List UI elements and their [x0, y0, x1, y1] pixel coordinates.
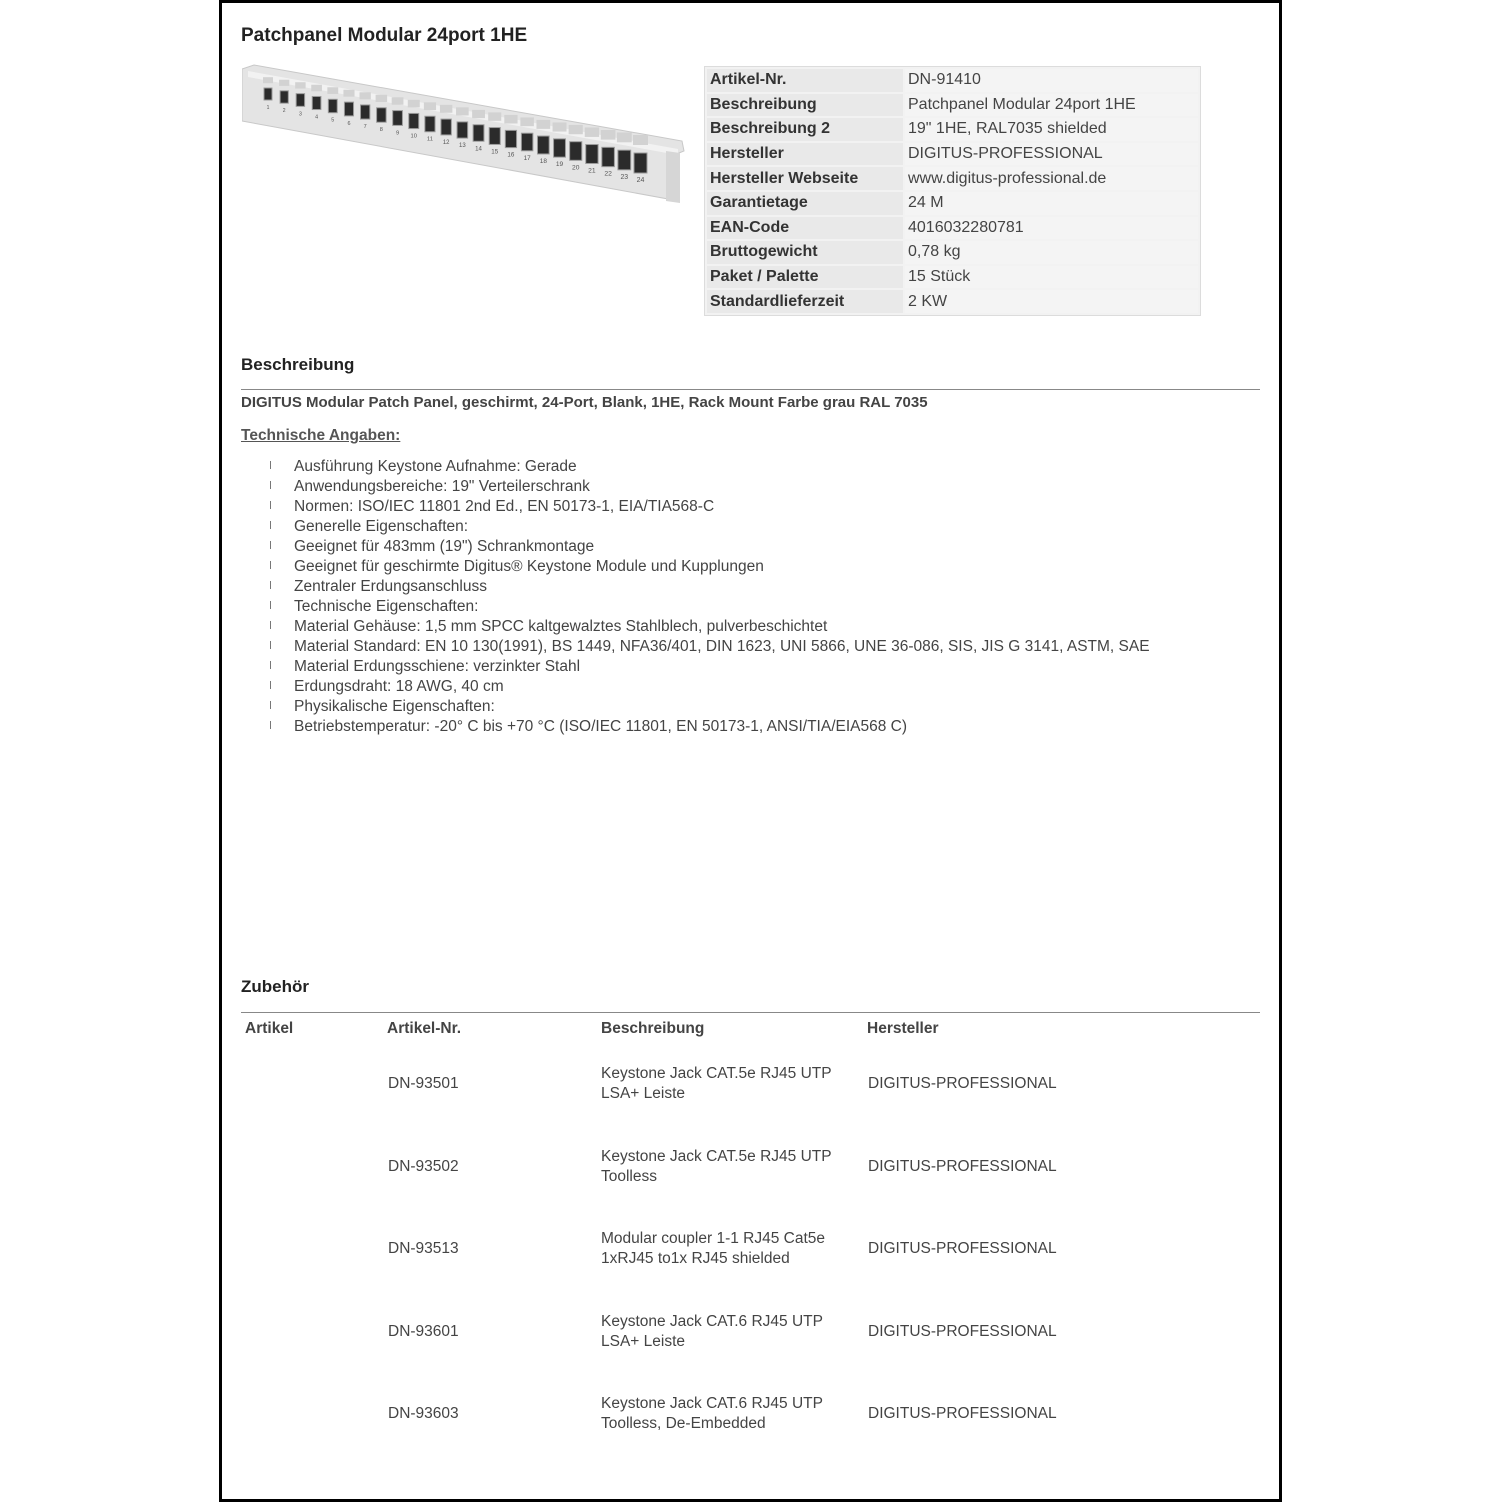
spec-value: DIGITUS-PROFESSIONAL — [905, 143, 1198, 166]
panel-port — [586, 145, 598, 164]
spec-value: 19" 1HE, RAL7035 shielded — [905, 118, 1198, 141]
panel-port-label: 23 — [620, 173, 629, 181]
technical-list-text: Material Standard: EN 10 130(1991), BS 1449, NFA36/401, DIN 1623, UNI 5866, UNE 36-086, SIS, JIS G 3141, ASTM, SAE — [294, 638, 1150, 655]
panel-port-window — [504, 115, 517, 124]
bullet-icon — [270, 641, 271, 649]
spec-value: www.digitus-professional.de — [905, 167, 1198, 190]
panel-port-label: 18 — [539, 157, 547, 165]
technical-list-item — [270, 557, 1150, 577]
accessories-heading: Zubehör — [241, 977, 309, 996]
spec-value: Patchpanel Modular 24port 1HE — [905, 94, 1198, 117]
panel-port-window — [553, 122, 567, 131]
bullet-icon — [270, 621, 271, 629]
technical-list-text: Generelle Eigenschaften: — [294, 518, 469, 535]
accessory-description-line1: Keystone Jack CAT.6 RJ45 UTP — [601, 1312, 823, 1330]
accessory-description-line1: Keystone Jack CAT.5e RJ45 UTP — [601, 1147, 832, 1165]
spec-value: 15 Stück — [905, 266, 1198, 289]
panel-port — [473, 125, 484, 142]
description-heading: Beschreibung — [241, 355, 355, 374]
technical-list-text: Erdungsdraht: 18 AWG, 40 cm — [294, 678, 504, 695]
technical-list-item — [270, 717, 1150, 737]
spec-row — [707, 290, 1198, 313]
accessory-manufacturer: DIGITUS-PROFESSIONAL — [868, 1075, 1057, 1092]
panel-port-window — [633, 135, 648, 145]
technical-list-item — [270, 637, 1150, 657]
accessory-nr: DN-93603 — [388, 1405, 459, 1422]
panel-port-label: 24 — [636, 177, 645, 184]
technical-list-text: Zentraler Erdungsanschluss — [294, 578, 487, 595]
accessory-description-line2: 1xRJ45 to1x RJ45 shielded — [601, 1250, 790, 1267]
spec-key: Standardlieferzeit — [707, 290, 903, 313]
panel-port-window — [360, 92, 371, 99]
panel-port — [602, 147, 615, 166]
bullet-icon — [270, 461, 271, 469]
bullet-icon — [270, 701, 271, 709]
spec-row — [707, 266, 1198, 289]
accessory-row — [222, 1054, 1279, 1114]
panel-port-window — [585, 127, 599, 136]
panel-port-label: 6 — [347, 120, 351, 127]
panel-port-window — [311, 85, 322, 92]
panel-port-window — [295, 82, 305, 88]
panel-port — [570, 142, 582, 161]
accessory-description-line2: LSA+ Leiste — [601, 1085, 686, 1102]
panel-port-window — [279, 80, 289, 86]
technical-list — [270, 457, 1150, 737]
panel-port — [264, 88, 272, 100]
technical-list-item — [270, 677, 1150, 697]
accessory-row — [222, 1384, 1279, 1444]
panel-port-window — [520, 117, 533, 126]
panel-port-label: 4 — [315, 114, 319, 121]
panel-port-label: 1 — [266, 105, 270, 111]
technical-list-item — [270, 497, 1150, 517]
panel-port-label: 8 — [379, 127, 383, 134]
spec-value: DN-91410 — [905, 69, 1198, 92]
accessory-description — [601, 1302, 851, 1362]
panel-port — [425, 116, 435, 131]
accessory-description — [601, 1054, 851, 1114]
technical-list-text: Geeignet für geschirmte Digitus® Keystone Module und Kupplungen — [294, 558, 764, 575]
spec-key: Hersteller Webseite — [707, 167, 903, 190]
spec-row — [707, 241, 1198, 264]
technical-list-item — [270, 477, 1150, 497]
spec-row — [707, 94, 1198, 117]
panel-port-label: 9 — [395, 130, 400, 137]
panel-port-window — [488, 112, 501, 120]
panel-port-window — [327, 87, 338, 94]
description-lead: DIGITUS Modular Patch Panel, geschirmt, 24-Port, Blank, 1HE, Rack Mount Farbe grau RAL 7035 — [241, 394, 928, 411]
accessory-description — [601, 1384, 851, 1444]
panel-port-label: 19 — [555, 161, 564, 169]
technical-list-item — [270, 577, 1150, 597]
panel-port — [618, 150, 631, 170]
technical-list-item — [270, 597, 1150, 617]
datasheet-page — [219, 0, 1282, 1502]
panel-port-window — [376, 95, 388, 102]
accessory-row — [222, 1302, 1279, 1362]
technical-list-text: Material Gehäuse: 1,5 mm SPCC kaltgewalztes Stahlblech, pulverbeschichtet — [294, 618, 828, 635]
spec-key: Paket / Palette — [707, 266, 903, 289]
panel-port-label: 2 — [282, 108, 286, 115]
panel-port-label: 16 — [507, 151, 515, 159]
panel-port-label: 15 — [491, 148, 499, 156]
accessory-nr: DN-93502 — [388, 1157, 459, 1175]
technical-list-item — [270, 617, 1150, 637]
panel-port-window — [408, 100, 420, 108]
accessory-manufacturer: DIGITUS-PROFESSIONAL — [868, 1240, 1057, 1257]
panel-port-window — [601, 130, 616, 140]
panel-port-window — [569, 125, 583, 134]
technical-list-item — [270, 657, 1150, 677]
accessories-divider — [241, 1012, 1260, 1013]
accessory-description-line1: Keystone Jack CAT.6 RJ45 UTP — [601, 1395, 823, 1412]
spec-key: Artikel-Nr. — [707, 69, 903, 92]
accessory-description — [601, 1137, 851, 1197]
panel-port-window — [472, 110, 485, 118]
accessory-description-line2: Toolless — [601, 1167, 657, 1185]
panel-port-window — [263, 77, 273, 83]
panel-port-window — [392, 97, 404, 104]
bullet-icon — [270, 721, 271, 729]
panel-port — [280, 91, 288, 103]
page-title: Patchpanel Modular 24port 1HE — [241, 25, 528, 46]
panel-port-label: 11 — [426, 136, 434, 143]
spec-value: 4016032280781 — [905, 217, 1198, 240]
technical-list-text: Geeignet für 483mm (19") Schrankmontage — [294, 538, 595, 555]
bullet-icon — [270, 581, 271, 589]
accessory-row — [222, 1137, 1279, 1197]
technical-list-text: Ausführung Keystone Aufnahme: Gerade — [294, 458, 577, 475]
technical-list-item — [270, 517, 1150, 537]
panel-port — [409, 113, 419, 128]
spec-row — [707, 69, 1198, 92]
panel-port-label: 21 — [588, 167, 596, 175]
technical-list-text: Technische Eigenschaften: — [294, 598, 479, 615]
bullet-icon — [270, 521, 271, 529]
panel-port-label: 5 — [331, 117, 335, 124]
panel-port — [537, 136, 549, 154]
spec-row — [707, 217, 1198, 240]
spec-key: EAN-Code — [707, 217, 903, 240]
technical-list-text: Physikalische Eigenschaften: — [294, 698, 495, 715]
spec-row — [707, 143, 1198, 166]
panel-port — [489, 128, 500, 145]
technical-list-text: Betriebstemperatur: -20° C bis +70 °C (ISO/IEC 11801, EN 50173-1, ANSI/TIA/EIA568 C) — [294, 718, 908, 735]
technical-list-item — [270, 537, 1150, 557]
panel-port-label: 3 — [298, 111, 302, 118]
bullet-icon — [270, 661, 271, 669]
panel-port — [328, 99, 337, 112]
panel-port — [457, 122, 468, 138]
technical-list-text: Normen: ISO/IEC 11801 2nd Ed., EN 50173-1, EIA/TIA568-C — [294, 498, 715, 515]
spec-key: Hersteller — [707, 143, 903, 166]
panel-rack-ear — [666, 151, 680, 203]
spec-key: Bruttogewicht — [707, 241, 903, 264]
col-header-artikel: Artikel — [245, 1020, 294, 1037]
panel-port-window — [617, 132, 632, 142]
panel-port-label: 17 — [523, 154, 531, 162]
technical-heading: Technische Angaben: — [241, 427, 401, 444]
technical-list-item — [270, 457, 1150, 477]
bullet-icon — [270, 681, 271, 689]
bullet-icon — [270, 561, 271, 569]
patch-panel-image — [242, 61, 692, 211]
accessory-description — [601, 1219, 851, 1279]
panel-port-window — [424, 102, 436, 110]
accessory-description-line2: Toolless, De-Embedded — [601, 1415, 766, 1432]
bullet-icon — [270, 541, 271, 549]
spec-row — [707, 167, 1198, 190]
accessory-nr: DN-93501 — [388, 1075, 459, 1092]
accessory-manufacturer: DIGITUS-PROFESSIONAL — [868, 1157, 1057, 1175]
panel-port-label: 7 — [363, 124, 367, 131]
panel-port-window — [456, 107, 469, 115]
panel-port-label: 22 — [604, 170, 612, 178]
technical-list-item — [270, 697, 1150, 717]
col-header-artikel-nr: Artikel-Nr. — [387, 1020, 462, 1037]
accessory-row — [222, 1219, 1279, 1279]
panel-port — [393, 111, 403, 126]
panel-port-label: 13 — [458, 143, 466, 150]
spec-table — [704, 66, 1201, 316]
panel-port — [312, 96, 321, 109]
accessory-description-line2: LSA+ Leiste — [601, 1332, 686, 1350]
accessory-nr: DN-93513 — [388, 1240, 459, 1257]
bullet-icon — [270, 481, 271, 489]
panel-port-label: 10 — [410, 133, 417, 140]
panel-port — [344, 102, 353, 116]
description-divider — [241, 389, 1260, 390]
panel-port-window — [343, 90, 354, 97]
panel-port — [377, 108, 387, 122]
accessory-nr: DN-93601 — [388, 1322, 459, 1340]
bullet-icon — [270, 601, 271, 609]
panel-port — [634, 153, 647, 173]
panel-port — [441, 119, 451, 135]
panel-port-label: 20 — [572, 164, 580, 172]
panel-port — [554, 139, 566, 157]
panel-port-window — [536, 120, 550, 129]
spec-value: 2 KW — [905, 290, 1198, 313]
bullet-icon — [270, 501, 271, 509]
technical-list-text: Material Erdungsschiene: verzinkter Stahl — [294, 658, 581, 675]
panel-port — [296, 94, 304, 107]
col-header-beschreibung: Beschreibung — [601, 1020, 705, 1037]
accessory-description-line1: Modular coupler 1-1 RJ45 Cat5e — [601, 1230, 826, 1247]
panel-port — [505, 130, 516, 147]
panel-port — [521, 133, 532, 151]
accessory-manufacturer: DIGITUS-PROFESSIONAL — [868, 1405, 1057, 1422]
spec-key: Beschreibung — [707, 94, 903, 117]
spec-value: 0,78 kg — [905, 241, 1198, 264]
col-header-hersteller: Hersteller — [867, 1020, 939, 1037]
spec-row — [707, 192, 1198, 215]
panel-port-label: 14 — [475, 145, 482, 153]
spec-key: Garantietage — [707, 192, 903, 215]
accessory-manufacturer: DIGITUS-PROFESSIONAL — [868, 1322, 1057, 1340]
technical-list-text: Anwendungsbereiche: 19" Verteilerschrank — [294, 478, 590, 495]
spec-value: 24 M — [905, 192, 1198, 215]
panel-port — [361, 105, 370, 119]
spec-row — [707, 118, 1198, 141]
panel-port-window — [440, 105, 452, 113]
panel-port-label: 12 — [442, 139, 450, 146]
accessory-description-line1: Keystone Jack CAT.5e RJ45 UTP — [601, 1065, 832, 1082]
spec-key: Beschreibung 2 — [707, 118, 903, 141]
